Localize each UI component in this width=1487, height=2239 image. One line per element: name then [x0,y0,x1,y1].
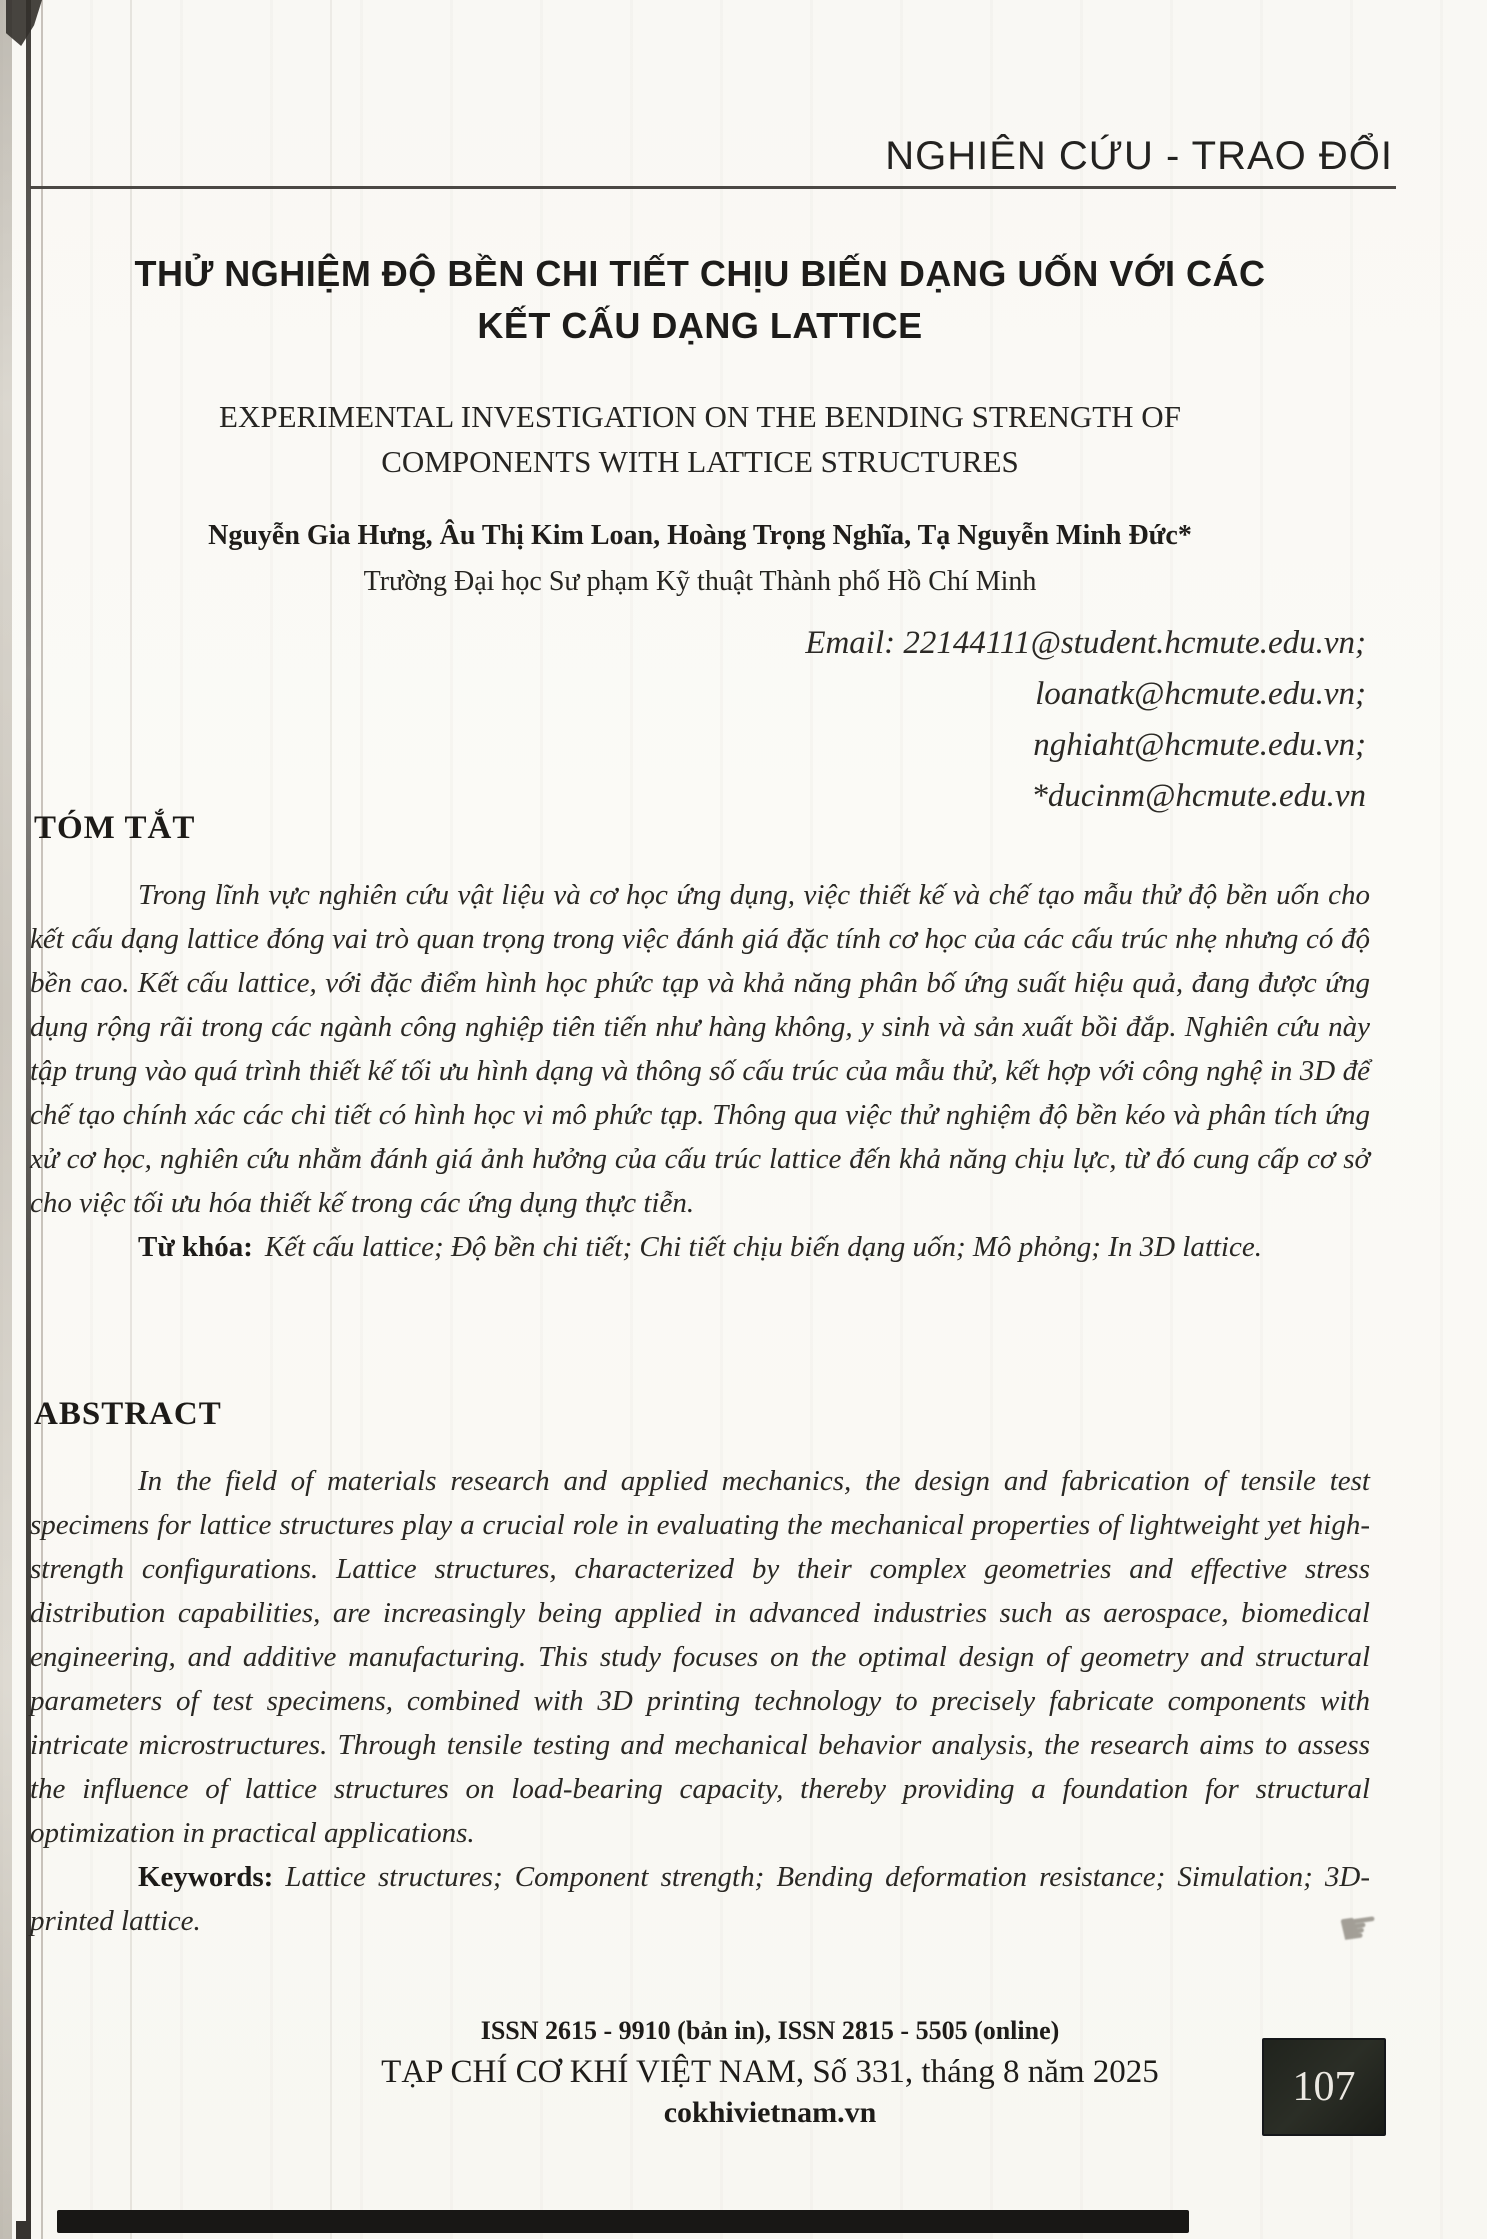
page-number: 107 [1292,2064,1356,2110]
email-line: *ducinm@hcmute.edu.vn [1031,778,1366,814]
footer-website: cokhivietnam.vn [663,2096,877,2129]
article-title-vi [40,248,1360,352]
article-title-en-line1: EXPERIMENTAL INVESTIGATION ON THE BENDING STRENGTH OF [219,399,1181,434]
abstract-section [30,1396,1370,1943]
abstract-keywords [30,1855,1370,1943]
tomtat-heading: TÓM TẮT [34,810,196,846]
tomtat-keywords-label: Từ khóa: [138,1231,253,1263]
tomtat-keywords-text: Kết cấu lattice; Độ bền chi tiết; Chi tiết chịu biến dạng uốn; Mô phỏng; In 3D lattice. [264,1231,1262,1263]
footer [330,2014,1210,2132]
section-header-label: NGHIÊN CỨU - TRAO ĐỔI [885,134,1393,178]
tomtat-section [30,810,1370,1269]
email-block [30,618,1366,822]
abstract-keywords-text: Lattice structures; Component strength; Bending deformation resistance; Simulation; 3D-printed lattice. [30,1861,1370,1937]
affiliation-line: Trường Đại học Sư phạm Kỹ thuật Thành phố Hồ Chí Minh [363,566,1037,597]
bottom-scan-chip [16,2221,31,2239]
tomtat-body: Trong lĩnh vực nghiên cứu vật liệu và cơ học ứng dụng, việc thiết kế và chế tạo mẫu thử độ bền uốn cho kết cấu dạng lattice đóng vai trò quan trọng trong việc đánh giá đặc tính cơ học của các cấu trúc nhẹ nhưng có độ bền cao. Kết cấu lattice, với đặc điểm hình học phức tạp và khả năng phân bố ứng suất hiệu quả, đang được ứng dụng rộng rãi trong các ngành công nghiệp tiên tiến như hàng không, y sinh và sản xuất bồi đắp. Nghiên cứu này tập trung vào quá trình thiết kế tối ưu hình dạng và thông số cấu trúc của mẫu thử, kết hợp với công nghệ in 3D để chế tạo chính xác các chi tiết có hình học vi mô phức tạp. Thông qua việc thử nghiệm độ bền kéo và phân tích ứng xử cơ học, nghiên cứu nhằm đánh giá ảnh hưởng của cấu trúc lattice đến khả năng chịu lực, từ đó cung cấp cơ sở cho việc tối ưu hóa thiết kế trong các ứng dụng thực tiễn. [30,879,1370,1219]
article-title-vi-line1: THỬ NGHIỆM ĐỘ BỀN CHI TIẾT CHỊU BIẾN DẠNG UỐN VỚI CÁC [134,253,1266,294]
bottom-scan-bar [57,2210,1189,2233]
page-edge-strip [0,0,12,2239]
footer-journal: TẠP CHÍ CƠ KHÍ VIỆT NAM, Số 331, tháng 8 năm 2025 [381,2054,1159,2090]
article-title-en-line2: COMPONENTS WITH LATTICE STRUCTURES [381,444,1019,479]
email-line: loanatk@hcmute.edu.vn; [1035,676,1366,712]
email-line: nghiaht@hcmute.edu.vn; [1033,727,1366,763]
header-rule [30,186,1396,189]
footer-issn: ISSN 2615 - 9910 (bản in), ISSN 2815 - 5505 (online) [480,2016,1060,2045]
email-line: Email: 22144111@student.hcmute.edu.vn; [805,625,1366,661]
abstract-keywords-label: Keywords: [138,1861,274,1893]
article-title-vi-line2: KẾT CẤU DẠNG LATTICE [477,305,923,346]
tomtat-keywords [30,1225,1370,1269]
authors-line: Nguyễn Gia Hưng, Âu Thị Kim Loan, Hoàng Trọng Nghĩa, Tạ Nguyễn Minh Đức* [208,520,1192,551]
abstract-heading: ABSTRACT [34,1396,222,1432]
hand-pointer-mark-icon: ☛ [1334,1897,1383,1957]
page-number-badge [1262,2038,1386,2136]
article-title-en [40,394,1360,484]
abstract-body: In the field of materials research and applied mechanics, the design and fabrication of tensile test specimens for lattice structures play a crucial role in evaluating the mechanical properties of lightweight yet high-strength configurations. Lattice structures, characterized by their complex geometries and effective stress distribution capabilities, are increasingly being applied in advanced industries such as aerospace, biomedical engineering, and additive manufacturing. This study focuses on the optimal design of geometry and structural parameters of test specimens, combined with 3D printing technology to precisely fabricate components with intricate microstructures. Through tensile testing and mechanical behavior analysis, the research aims to assess the influence of lattice structures on load-bearing capacity, thereby providing a foundation for structural optimization in practical applications. [30,1465,1370,1849]
